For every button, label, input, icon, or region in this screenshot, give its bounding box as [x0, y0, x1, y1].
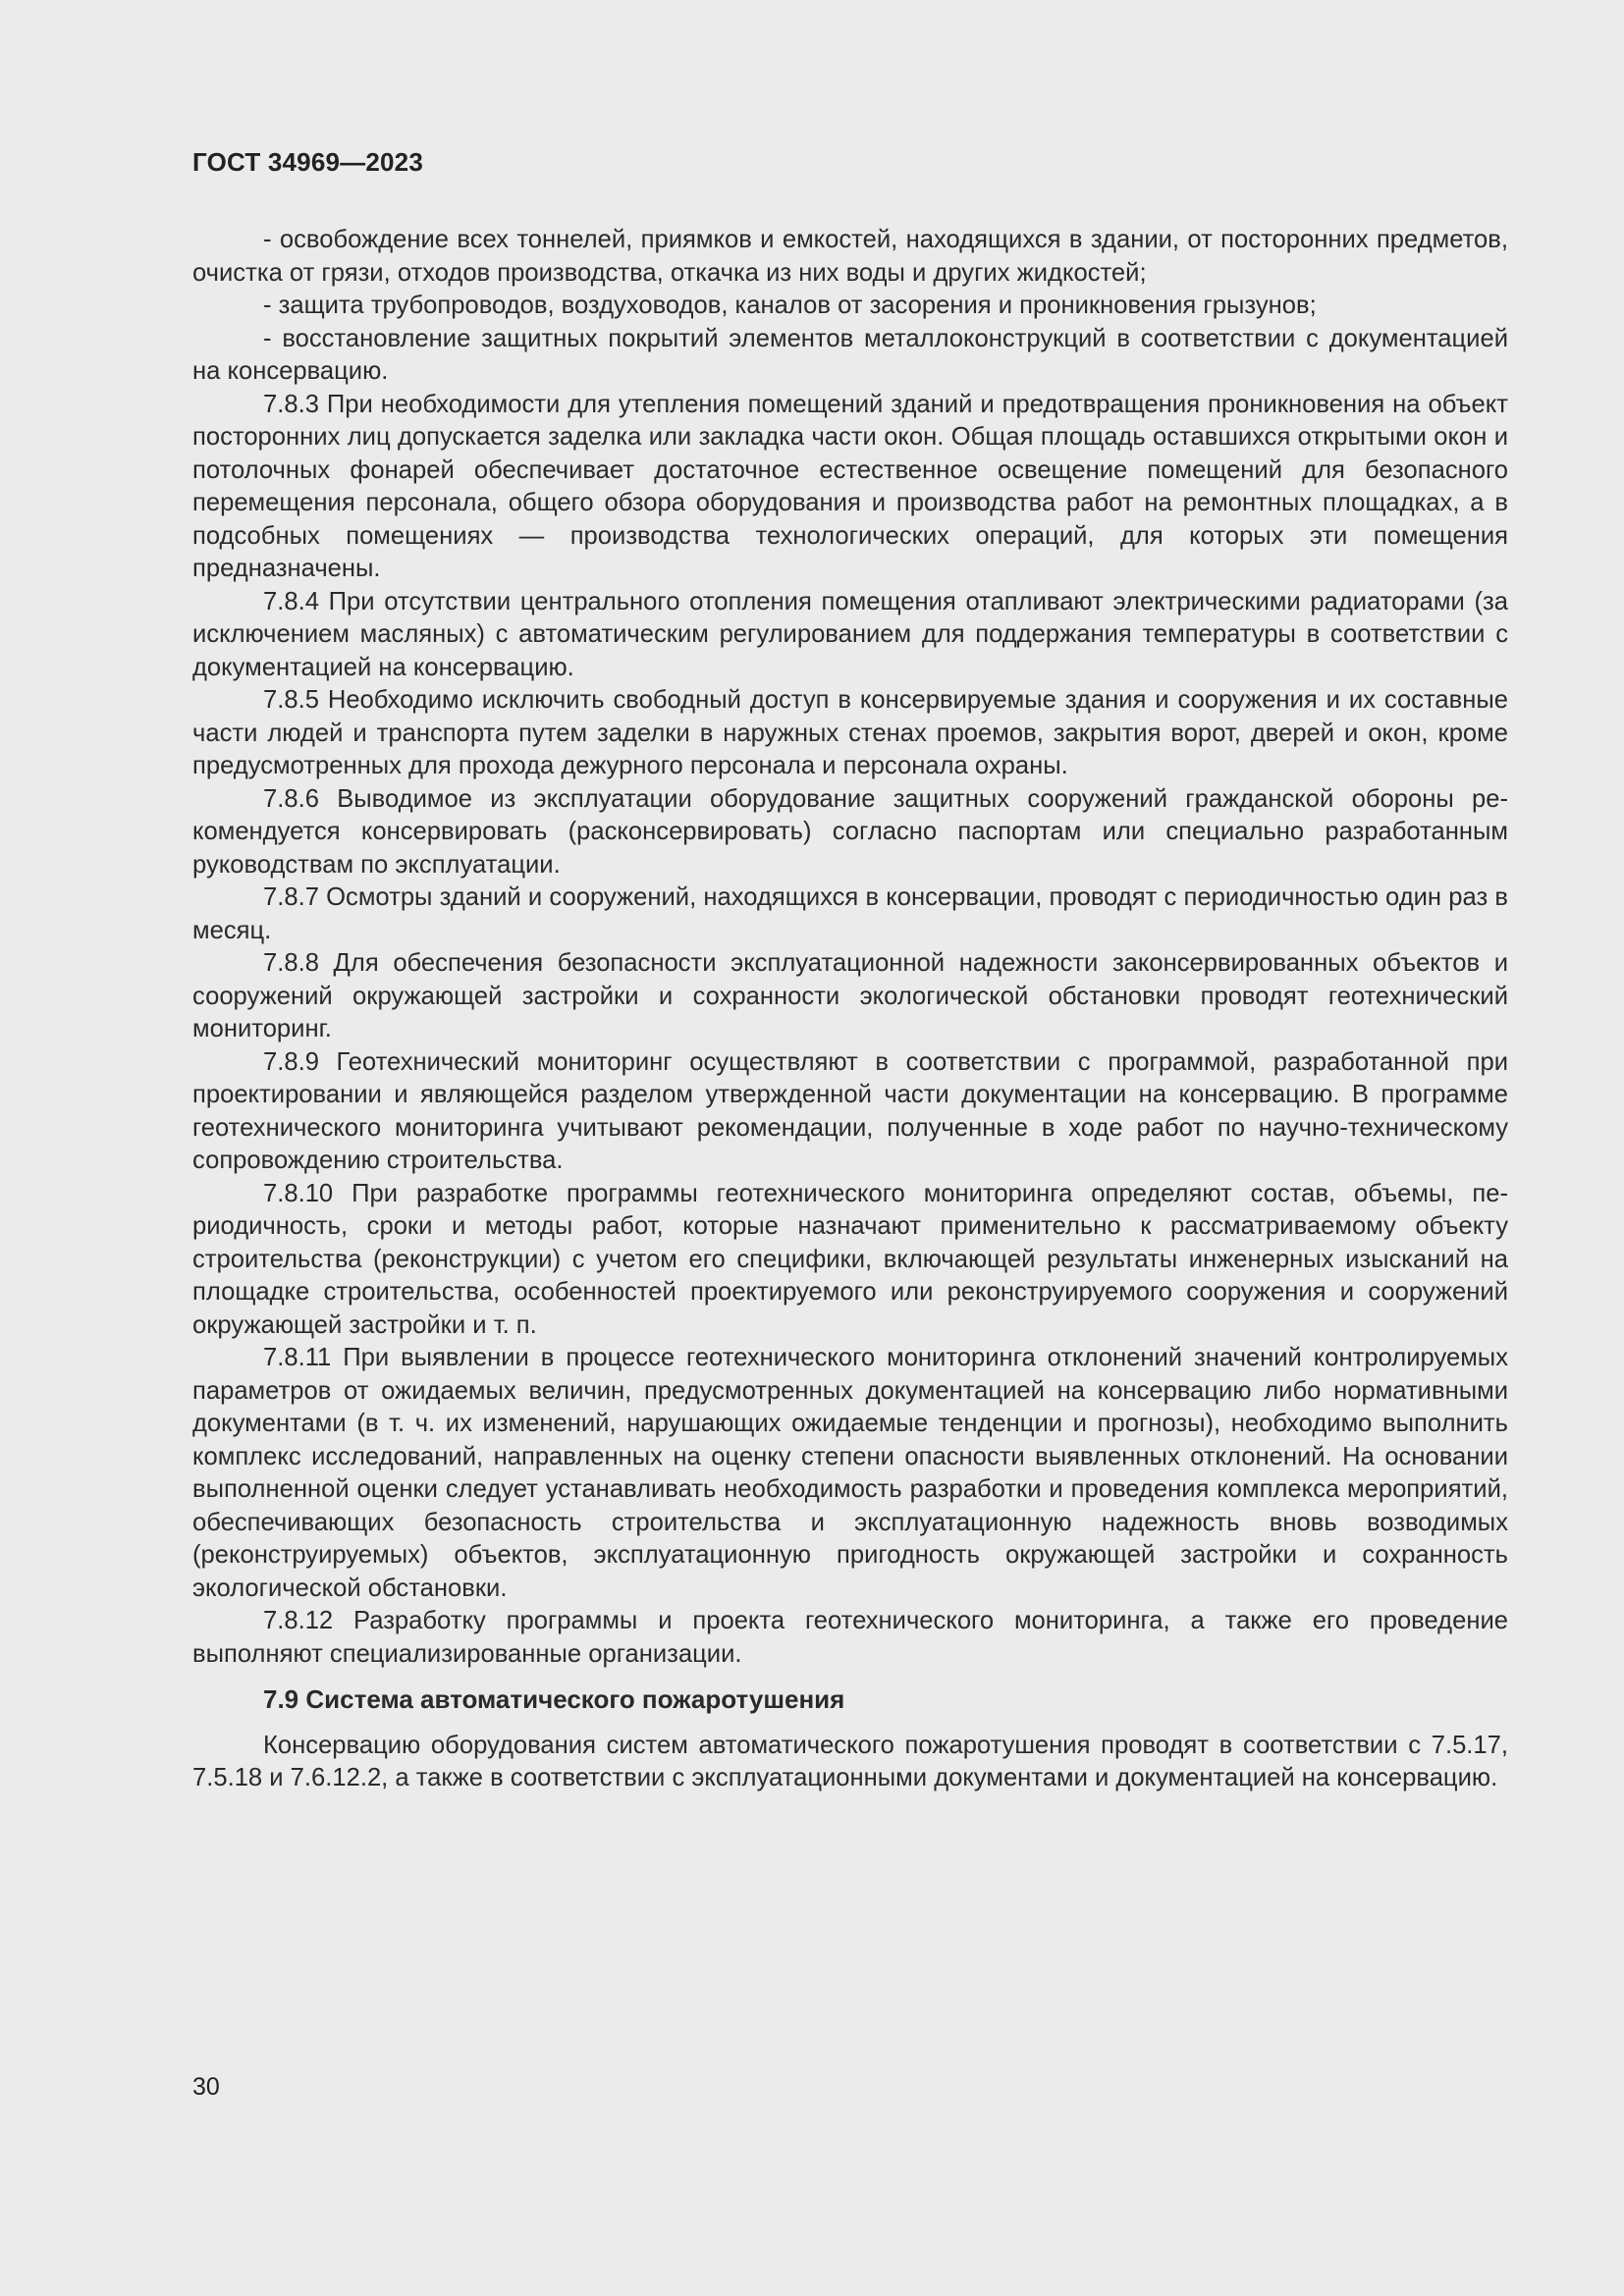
clause-7-8-6: 7.8.6 Выводимое из эксплуатации оборудование защитных сооружений гражданской обороны рекомендуется консервировать (расконсервировать) согласно паспортам или специально разработанным руководствам по эксплуатации. [192, 784, 1508, 879]
clause-7-8-3: 7.8.3 При необходимости для утепления помещений зданий и предотвращения проникновения на объект посторонних лиц допускается заделка или закладка части окон. Общая площадь оставшихся открытыми окон и потолочных фонарей обеспечивает достаточное естественное освещение помещений для безопасного перемещения персонала, общего обзора оборудования и производства работ на ремонтных площадках, а в подсобных помещениях — производства технологических операций, для которых эти помещения предназначены. [192, 390, 1508, 582]
document-body [192, 224, 1508, 1795]
clause-7-8-11: 7.8.11 При выявлении в процессе геотехнического мониторинга отклонений значений контролируемых параметров от ожидаемых величин, предусмотренных документацией на консервацию либо нормативными документами (в т. ч. их изменений, нарушающих ожидаемые тенденции и прогнозы), необходимо выполнить комплекс исследований, направленных на оценку степени опасности выявленных отклонений. На основании выполненной оценки следует устанавливать необходимость разработки и проведения комплекса мероприятий, обеспечивающих безопасность строительства и эксплуатационную надежность вновь возводимых (реконструируемых) объектов, эксплуатационную пригодность окружающей застройки и сохранность экологической обстановки. [192, 1344, 1508, 1602]
clause-7-8-8: 7.8.8 Для обеспечения безопасности эксплуатационной надежности законсервированных объектов и сооружений окружающей застройки и сохранности экологической обстановки проводят геотехнический мониторинг. [192, 949, 1508, 1042]
list-item: - защита трубопроводов, воздуховодов, каналов от засорения и проникновения грызунов; [263, 292, 1317, 319]
clause-7-8-12: 7.8.12 Разработку программы и проекта геотехнического мониторинга, а также его проведение выполняют специализированные организации. [192, 1607, 1508, 1668]
document-code-header: ГОСТ 34969—2023 [192, 147, 423, 177]
section-heading-7-9: 7.9 Система автоматического пожаротушения [263, 1684, 845, 1714]
section-7-9-body: Консервацию оборудования систем автоматического пожаротушения проводят в соответствии с 7.5.17, 7.5.18 и 7.6.12.2, а также в соответствии с эксплуатационными документами и документацией на консервацию. [192, 1731, 1508, 1791]
list-item: - восстановление защитных покрытий элементов металлоконструкций в соответствии с документацией на консервацию. [192, 324, 1508, 385]
list-item: - освобождение всех тоннелей, приямков и емкостей, находящихся в здании, от посторонних предметов, очистка от грязи, отходов производства, откачка из них воды и других жидкостей; [192, 226, 1508, 287]
clause-7-8-4: 7.8.4 При отсутствии центрального отопления помещения отапливают электрическими радиаторами (за исключением масляных) с автоматическим регулированием для поддержания температуры в соответствии с документацией на консервацию. [192, 587, 1508, 681]
clause-7-8-5: 7.8.5 Необходимо исключить свободный доступ в консервируемые здания и сооружения и их составные части людей и транспорта путем заделки в наружных стенах проемов, закрытия ворот, дверей и окон, кроме предусмотренных для прохода дежурного персонала и персонала охраны. [192, 686, 1508, 779]
clause-7-8-7: 7.8.7 Осмотры зданий и сооружений, находящихся в консервации, проводят с периодичностью один раз в месяц. [192, 883, 1508, 944]
page-number: 30 [192, 2073, 220, 2101]
clause-7-8-10: 7.8.10 При разработке программы геотехнического мониторинга определяют состав, объемы, периодичность, сроки и методы работ, которые назначают применительно к рассматриваемому объекту строительства (реконструкции) с учетом его специфики, включающей результаты инженерных изысканий на площадке строительства, особенностей проектируемого или реконструируемого сооружения и сооружений окружающей застройки и т. п. [192, 1179, 1508, 1339]
clause-7-8-9: 7.8.9 Геотехнический мониторинг осуществляют в соответствии с программой, разработанной при проектировании и являющейся разделом утвержденной части документации на консервацию. В программе геотехнического мониторинга учитывают рекомендации, полученные в ходе работ по научно-техническому сопровождению строительства. [192, 1047, 1508, 1174]
